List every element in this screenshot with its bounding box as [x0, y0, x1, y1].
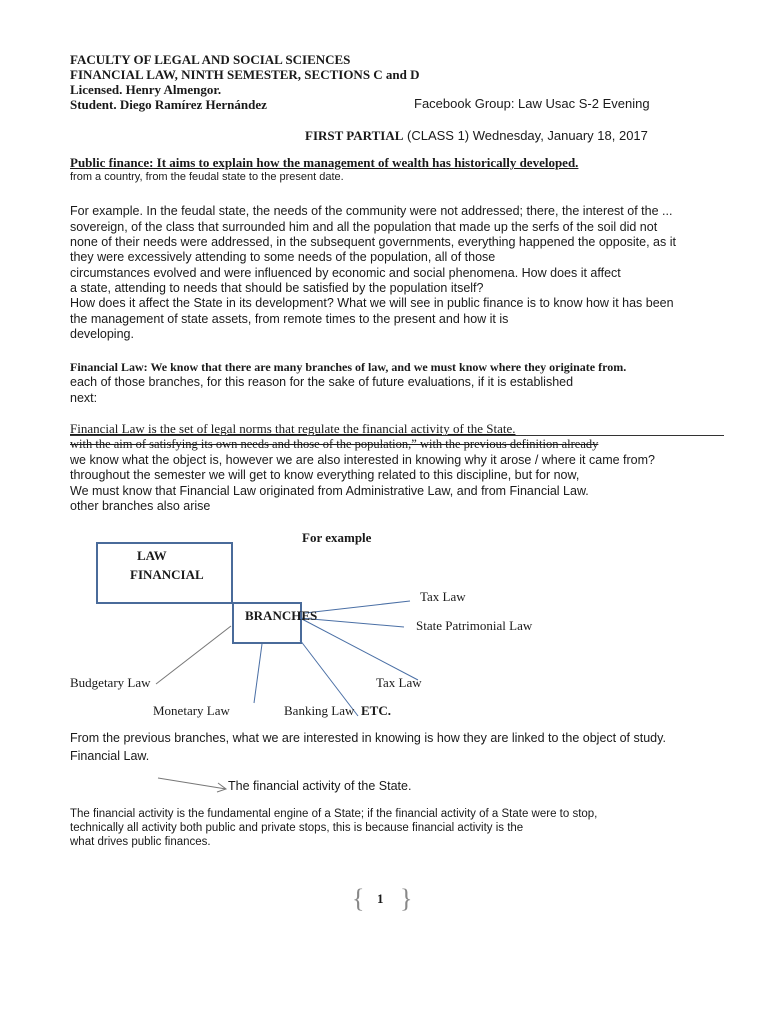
course-title: FINANCIAL LAW, NINTH SEMESTER, SECTIONS C and D [70, 67, 420, 82]
paragraph-line: the management of state assets, from remote times to the present and how it is [70, 312, 509, 326]
branch-banking-law: Banking Law [284, 703, 355, 718]
branch-tax-law-2: Tax Law [376, 675, 422, 690]
facebook-group: Facebook Group: Law Usac S-2 Evening [414, 96, 650, 111]
link-line: From the previous branches, what we are interested in knowing is how they are linked to the object of study. [70, 731, 666, 745]
paragraph-line: The financial activity is the fundamental engine of a State; if the financial activity of a State were to stop, [70, 808, 598, 820]
paragraph-line: For example. In the feudal state, the needs of the community were not addressed; there, the interest of the ... [70, 204, 673, 218]
page-bracket-right: } [400, 884, 413, 913]
financial-law-line: each of those branches, for this reason for the sake of future evaluations, if it is established [70, 375, 574, 389]
paragraph-line: what drives public finances. [70, 836, 211, 848]
paragraph-line: we know what the object is, however we are also interested in knowing why it arose / where it came from? [70, 453, 655, 467]
paragraph-line: How does it affect the State in its development? What we will see in public finance is to know how it has been [70, 296, 674, 310]
arrow-target-text: The financial activity of the State. [228, 779, 412, 793]
paragraph-line: none of their needs were addressed, in the subsequent governments, everything happened the opposite, as it [70, 235, 676, 249]
definition-line: Financial Law is the set of legal norms that regulate the financial activity of the State. [70, 421, 516, 436]
partial-title: FIRST PARTIAL [305, 128, 404, 143]
faculty-title: FACULTY OF LEGAL AND SOCIAL SCIENCES [70, 52, 351, 67]
connector-line [156, 626, 231, 684]
connector-line [254, 644, 262, 703]
instructor-name: Licensed. Henry Almengor. [70, 82, 222, 97]
paragraph-line: throughout the semester we will get to know everything related to this discipline, but for now, [70, 468, 580, 482]
public-finance-sub: from a country, from the feudal state to the present date. [70, 171, 344, 183]
connector-line [305, 601, 410, 613]
link-line: Financial Law. [70, 749, 150, 763]
paragraph-line: developing. [70, 327, 134, 341]
diagram-title: For example [302, 530, 372, 545]
paragraph-line: sovereign, of the class that surrounded him and all the population that made up the serfs of the soil did not [70, 220, 658, 234]
branch-budgetary-law: Budgetary Law [70, 675, 151, 690]
financial-law-line: next: [70, 391, 98, 405]
page-bracket-left: { [352, 884, 365, 913]
definition-line-struck: with the aim of satisfying its own needs and those of the population,” with the previous definition already [70, 437, 599, 451]
partial-date: (CLASS 1) Wednesday, January 18, 2017 [403, 128, 648, 143]
paragraph-line: other branches also arise [70, 499, 211, 513]
public-finance-heading: Public finance: It aims to explain how the management of wealth has historically developed. [70, 155, 579, 170]
paragraph-line: circumstances evolved and were influenced by economic and social phenomena. How does it affect [70, 266, 621, 280]
financial-law-heading: Financial Law: We know that there are many branches of law, and we must know where they originate from. [70, 360, 627, 374]
paragraph-line: a state, attending to needs that should be satisfied by the population itself? [70, 281, 484, 295]
paragraph-line: technically all activity both public and private stops, this is because financial activity is the [70, 822, 524, 834]
paragraph-line: We must know that Financial Law originated from Administrative Law, and from Financial Law. [70, 484, 589, 498]
student-name: Student. Diego Ramírez Hernández [70, 97, 267, 112]
link-arrow-line [158, 778, 226, 789]
box-label-financial: FINANCIAL [130, 567, 204, 582]
branch-tax-law: Tax Law [420, 589, 466, 604]
paragraph-line: they were excessively attending to some needs of the population, all of those [70, 250, 496, 264]
branch-etc: ETC. [361, 703, 391, 718]
box-label-branches: BRANCHES [245, 608, 318, 623]
connector-line [300, 618, 418, 680]
page-number: 1 [377, 891, 384, 906]
branch-monetary-law: Monetary Law [153, 703, 230, 718]
box-label-law: LAW [137, 548, 167, 563]
branch-state-patrimonial-law: State Patrimonial Law [416, 618, 533, 633]
